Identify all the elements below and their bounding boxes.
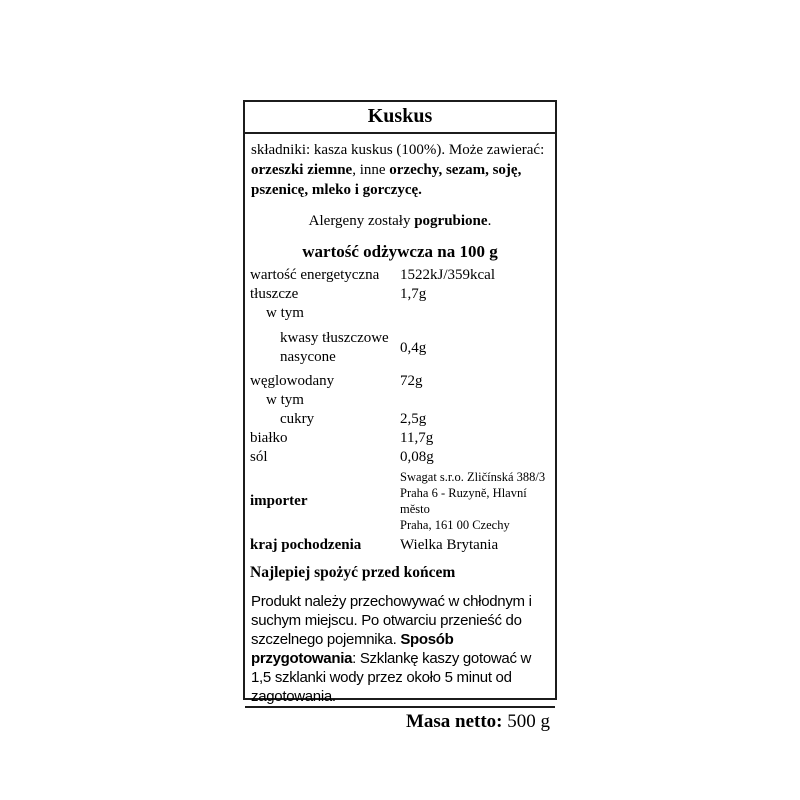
nutrition-value: 2,5g [400, 411, 427, 427]
nutrition-value: 0,08g [400, 449, 434, 465]
nutrition-row-of-which-fat [245, 304, 555, 323]
product-title: Kuskus [245, 102, 555, 134]
storage-part1: Produkt należy przechowywać w chłodnym i suchym miejscu. Po otwarciu przenieść do szczelnego pojemnika. [251, 593, 532, 648]
nutrition-label: białko [250, 430, 288, 446]
storage-part2: : Szklankę kaszy gotować w 1,5 szklanki wody przez około 5 minut od zagotowania. [251, 650, 532, 705]
nutrition-row-of-which-carbs [245, 391, 555, 410]
nutrition-row-energy [245, 266, 555, 285]
nutrition-label: węglowodany [250, 373, 335, 389]
nutrition-label: w tym [266, 305, 304, 321]
importer-row [245, 469, 555, 533]
nutrition-label: wartość energetyczna [250, 267, 380, 283]
nutrition-label: w tym [266, 392, 304, 408]
origin-row [245, 536, 555, 555]
nutrition-row-carbs [245, 372, 555, 391]
nutrition-row-protein [245, 429, 555, 448]
importer-address-line: Praha, 161 00 Czechy [400, 518, 510, 532]
origin-value: Wielka Brytania [400, 537, 499, 553]
nutrition-row-salt [245, 448, 555, 467]
allergen-note-suffix: . [487, 213, 492, 229]
importer-address-line: Swagat s.r.o. Zličínská 388/3 [400, 470, 546, 484]
nutrition-value [400, 304, 555, 323]
nutrition-heading: wartość odżywcza na 100 g [302, 242, 498, 261]
nutrition-label: tłuszcze [250, 286, 299, 302]
net-weight-label: Masa netto: [405, 711, 503, 732]
ingredients-mid: , inne [352, 162, 390, 178]
nutrition-row-saturates [245, 329, 555, 367]
product-label [243, 100, 557, 732]
allergen-note-bold: pogrubione [414, 213, 488, 229]
importer-address [400, 469, 555, 533]
nutrition-row-fat [245, 285, 555, 304]
nutrition-value: 11,7g [400, 430, 434, 446]
storage-instructions [245, 583, 555, 706]
importer-label: importer [250, 492, 308, 509]
nutrition-value: 72g [400, 373, 423, 389]
nutrition-label: cukry [280, 411, 315, 427]
nutrition-label: kwasy tłuszczowe nasycone [280, 330, 389, 365]
nutrition-value: 1,7g [400, 286, 427, 302]
net-weight-row [245, 706, 555, 736]
nutrition-row-sugars [245, 410, 555, 429]
allergen-note-prefix: Alergeny zostały [308, 213, 415, 229]
nutrition-value: 1522kJ/359kcal [400, 267, 495, 283]
storage-bold: Sposób przygotowania [251, 631, 454, 667]
nutrition-value: 0,4g [400, 339, 427, 356]
best-before-text: Najlepiej spożyć przed końcem [250, 564, 456, 581]
nutrition-label: sól [250, 449, 268, 465]
ingredients-prefix: składniki: kasza kuskus (100%). Może zawierać: [251, 142, 545, 158]
allergen-note [245, 213, 555, 230]
allergen-bold-2: orzechy, sezam, soję, pszenicę, mleko i gorczycę. [251, 162, 522, 198]
importer-address-line: Praha 6 - Ruzyně, Hlavní město [400, 486, 527, 516]
ingredients-text [245, 134, 555, 200]
nutrition-value [400, 391, 555, 410]
net-weight-value: 500 g [502, 711, 550, 732]
allergen-bold-1: orzeszki ziemne [251, 162, 353, 178]
origin-label: kraj pochodzenia [250, 537, 362, 553]
